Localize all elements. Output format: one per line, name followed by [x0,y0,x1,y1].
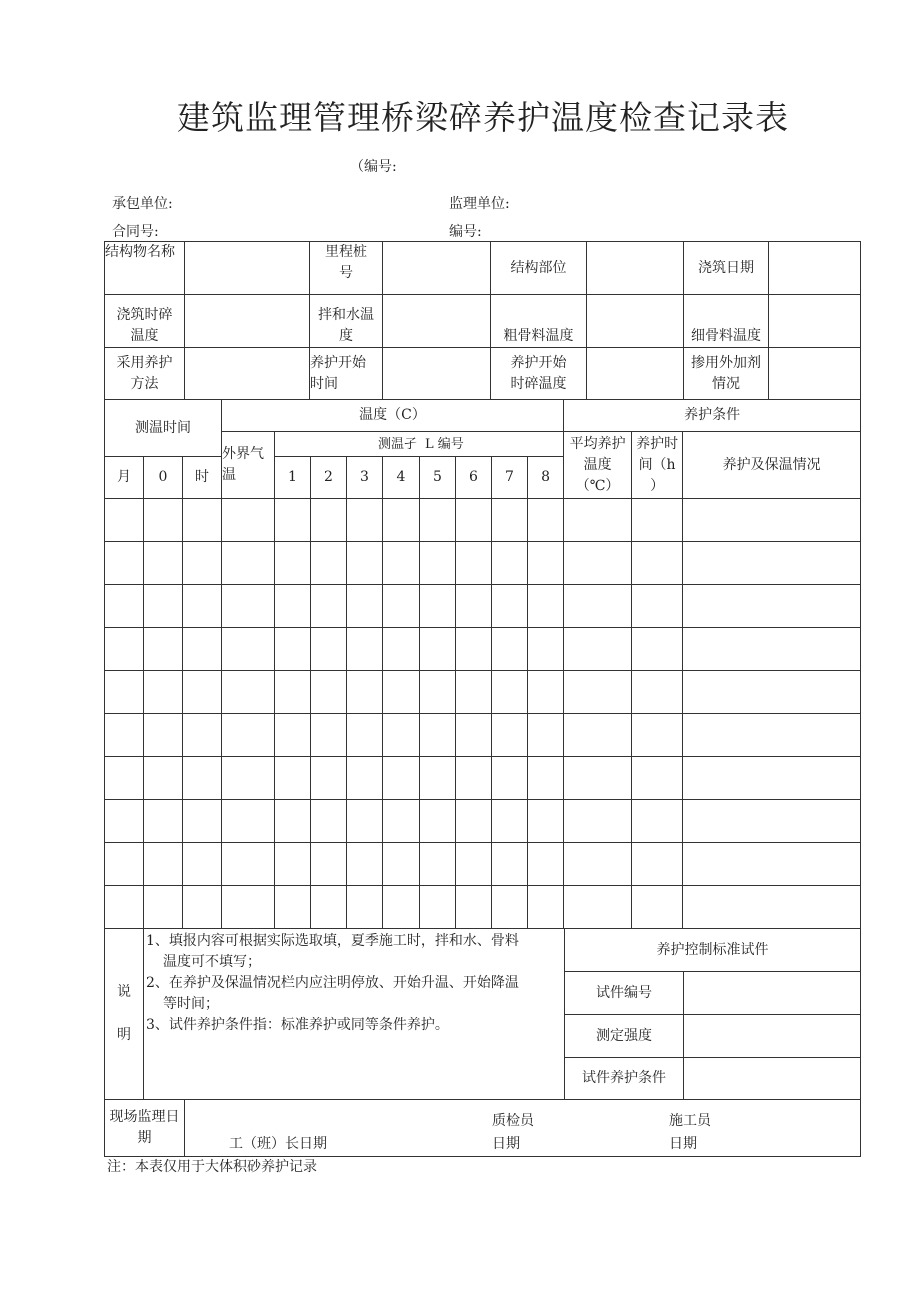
curing-method-field[interactable] [185,348,310,400]
table-cell[interactable] [311,757,347,800]
table-cell[interactable] [183,671,222,714]
table-cell[interactable] [347,585,383,628]
curing-start-time-label: 养护开始 时间 [310,348,383,400]
table-cell[interactable] [144,757,183,800]
qc-date-label: 日期 [492,1136,520,1152]
table-cell[interactable] [456,585,492,628]
table-cell[interactable] [564,542,632,585]
pour-date-field[interactable] [769,242,861,295]
admixture-field[interactable] [769,348,861,400]
table-cell[interactable] [383,585,420,628]
table-cell[interactable] [492,628,528,671]
table-cell[interactable] [492,542,528,585]
serial-label: （编号: [350,159,397,175]
notes-label: 说 明 [105,929,144,1100]
specimen-header: 养护控制标准试件 [565,929,861,972]
table-row [105,800,861,843]
table-cell[interactable] [632,757,683,800]
table-cell[interactable] [347,628,383,671]
table-cell[interactable] [683,542,861,585]
curing-insulation-header: 养护及保温情况 [683,432,861,499]
specimen-number-field[interactable] [684,972,861,1015]
table-cell[interactable] [183,499,222,542]
table-cell[interactable] [632,800,683,843]
probe-8-header: 8 [528,457,564,499]
table-cell[interactable] [275,542,311,585]
table-cell[interactable] [632,714,683,757]
table-cell[interactable] [564,714,632,757]
mix-water-temp-label: 拌和水温 度 [310,295,383,348]
table-cell[interactable] [683,843,861,886]
probe-1-header: 1 [275,457,311,499]
table-cell[interactable] [275,843,311,886]
temperature-header: 温度（C） [222,400,564,432]
table-cell[interactable] [456,499,492,542]
mileage-stake-field[interactable] [383,242,491,295]
table-cell[interactable] [105,542,144,585]
table-cell[interactable] [347,757,383,800]
table-cell[interactable] [383,628,420,671]
table-cell[interactable] [420,628,456,671]
curing-start-temp-field[interactable] [587,348,684,400]
table-row [105,671,861,714]
table-cell[interactable] [222,800,275,843]
table-cell[interactable] [144,499,183,542]
table-cell[interactable] [222,671,275,714]
table-cell[interactable] [420,585,456,628]
table-cell[interactable] [492,499,528,542]
table-cell[interactable] [632,628,683,671]
contractor-label: 承包单位: [112,196,173,212]
table-cell[interactable] [105,628,144,671]
fine-temp-label: 细骨料温度 [684,295,769,348]
table-cell[interactable] [311,499,347,542]
probe-2-header: 2 [311,457,347,499]
table-cell[interactable] [528,800,564,843]
table-cell[interactable] [183,800,222,843]
table-cell[interactable] [183,585,222,628]
table-cell[interactable] [275,585,311,628]
specimen-conditions-label: 试件养护条件 [565,1058,684,1100]
worker-title-label: 施工员 [669,1113,711,1129]
number-label: 编号: [449,224,482,240]
table-cell[interactable] [347,886,383,929]
probe-3-header: 3 [347,457,383,499]
admixture-label: 掺用外加剂 情况 [684,348,769,400]
table-cell[interactable] [144,714,183,757]
probe-label-left: 测温孑 [377,436,417,452]
page-title: 建筑监理管理桥梁碎养护温度检查记录表 [177,98,789,137]
table-cell[interactable] [144,671,183,714]
table-cell[interactable] [383,886,420,929]
supervisor-label: 监理单位: [449,196,510,212]
table-cell[interactable] [222,714,275,757]
table-cell[interactable] [492,671,528,714]
table-cell[interactable] [528,886,564,929]
table-cell[interactable] [144,843,183,886]
table-cell[interactable] [383,542,420,585]
structure-name-field[interactable] [185,242,310,295]
curing-start-temp-label: 养护开始 时碎温度 [491,348,587,400]
table-cell[interactable] [383,843,420,886]
table-cell[interactable] [683,757,861,800]
month-header: 月 [105,457,144,499]
table-cell[interactable] [275,628,311,671]
structure-part-field[interactable] [587,242,684,295]
mix-water-temp-field[interactable] [383,295,491,348]
table-cell[interactable] [222,628,275,671]
table-cell[interactable] [632,843,683,886]
table-row [105,843,861,886]
table-cell[interactable] [683,714,861,757]
table-cell[interactable] [564,886,632,929]
hour-header: 时 [183,457,222,499]
table-cell[interactable] [632,499,683,542]
note-item-1: 1、填报内容可根据实际选取填，夏季施工时，拌和水、骨料 温度可不填写； [146,933,519,970]
table-cell[interactable] [564,757,632,800]
table-cell[interactable] [222,843,275,886]
table-cell[interactable] [347,843,383,886]
table-cell[interactable] [564,628,632,671]
table-cell[interactable] [420,886,456,929]
table-cell[interactable] [632,542,683,585]
table-cell[interactable] [183,542,222,585]
table-cell[interactable] [311,843,347,886]
contract-no-label: 合同号: [112,224,159,240]
table-cell[interactable] [528,843,564,886]
signature-table [104,1099,861,1157]
table-cell[interactable] [683,585,861,628]
table-cell[interactable] [420,499,456,542]
table-cell[interactable] [347,714,383,757]
notes-content [144,929,565,1100]
table-cell[interactable] [683,499,861,542]
table-cell[interactable] [564,585,632,628]
specimen-number-label: 试件编号 [565,972,684,1015]
mileage-stake-label: 里程桩 号 [310,242,383,295]
table-cell[interactable] [632,671,683,714]
note-item-3: 3、试件养护条件指：标准养护或同等条件养护。 [146,1017,449,1033]
table-cell[interactable] [311,886,347,929]
table-cell[interactable] [183,843,222,886]
table-cell[interactable] [144,542,183,585]
table-cell[interactable] [222,585,275,628]
table-cell[interactable] [222,757,275,800]
probe-label-right: L 编号 [425,436,464,452]
table-cell[interactable] [311,800,347,843]
table-cell[interactable] [492,843,528,886]
table-cell[interactable] [144,886,183,929]
probe-6-header: 6 [456,457,492,499]
table-cell[interactable] [275,886,311,929]
table-cell[interactable] [311,542,347,585]
table-row [105,585,861,628]
table-cell[interactable] [383,757,420,800]
ambient-temp-header: 外界气 温 [222,432,275,499]
curing-method-label: 采用养护 方法 [105,348,185,400]
table-cell[interactable] [105,757,144,800]
table-cell[interactable] [528,542,564,585]
table-cell[interactable] [222,886,275,929]
table-cell[interactable] [564,800,632,843]
table-cell[interactable] [420,843,456,886]
pour-temp-field[interactable] [185,295,310,348]
table-cell[interactable] [183,757,222,800]
table-cell[interactable] [105,585,144,628]
probe-7-header: 7 [492,457,528,499]
table-cell[interactable] [564,499,632,542]
pour-temp-label: 浇筑时碎 温度 [105,295,185,348]
table-cell[interactable] [383,800,420,843]
avg-temp-header: 平均养护 温度 （℃） [564,432,632,499]
table-row [105,542,861,585]
worker-date-label: 日期 [669,1136,697,1152]
table-cell[interactable] [144,628,183,671]
site-supervisor-label: 现场监理日 期 [105,1100,185,1157]
footnote: 注：本表仅用于大体积砂养护记录 [107,1159,317,1175]
table-cell[interactable] [222,499,275,542]
table-cell[interactable] [492,757,528,800]
table-cell[interactable] [456,671,492,714]
table-cell[interactable] [383,714,420,757]
table-cell[interactable] [383,499,420,542]
table-cell[interactable] [105,800,144,843]
table-cell[interactable] [420,542,456,585]
table-cell[interactable] [456,757,492,800]
table-cell[interactable] [105,843,144,886]
table-cell[interactable] [456,800,492,843]
table-cell[interactable] [420,671,456,714]
table-cell[interactable] [528,671,564,714]
table-cell[interactable] [347,542,383,585]
table-cell[interactable] [456,628,492,671]
table-cell[interactable] [105,499,144,542]
table-cell[interactable] [683,671,861,714]
table-cell[interactable] [528,757,564,800]
curing-time-header: 养护时 间（h ） [632,432,683,499]
table-cell[interactable] [311,585,347,628]
fine-temp-field[interactable] [769,295,861,348]
specimen-strength-label: 测定强度 [565,1015,684,1058]
table-cell[interactable] [183,628,222,671]
table-row [105,714,861,757]
notes-table [104,928,861,1100]
table-row [105,886,861,929]
table-cell[interactable] [564,843,632,886]
table-row [105,757,861,800]
coarse-temp-field[interactable] [587,295,684,348]
table-cell[interactable] [456,542,492,585]
specimen-strength-field[interactable] [684,1015,861,1058]
table-cell[interactable] [456,714,492,757]
table-cell[interactable] [683,628,861,671]
table-cell[interactable] [492,800,528,843]
table-cell[interactable] [420,800,456,843]
table-cell[interactable] [105,886,144,929]
table-cell[interactable] [456,843,492,886]
curing-start-time-field[interactable] [383,348,491,400]
table-cell[interactable] [275,714,311,757]
table-cell[interactable] [183,886,222,929]
table-cell[interactable] [183,714,222,757]
structure-part-label: 结构部位 [491,242,587,295]
table-cell[interactable] [347,800,383,843]
table-cell[interactable] [383,671,420,714]
table-cell[interactable] [492,585,528,628]
table-cell[interactable] [275,499,311,542]
table-cell[interactable] [528,585,564,628]
coarse-temp-label: 粗骨料温度 [491,295,587,348]
measure-time-header: 测温时间 [105,400,222,457]
table-cell[interactable] [311,714,347,757]
table-cell[interactable] [222,542,275,585]
table-cell[interactable] [311,671,347,714]
table-row [105,499,861,542]
specimen-conditions-field[interactable] [684,1058,861,1100]
curing-conditions-header: 养护条件 [564,400,861,432]
qc-title-label: 质检员 [492,1113,534,1129]
day-header: 0 [144,457,183,499]
note-item-2: 2、在养护及保温情况栏内应注明停放、开始升温、开始降温 等时间； [146,975,519,1012]
table-cell[interactable] [275,800,311,843]
table-cell[interactable] [420,714,456,757]
table-cell[interactable] [144,585,183,628]
table-cell[interactable] [564,671,632,714]
signature-area[interactable] [185,1100,861,1157]
table-cell[interactable] [492,886,528,929]
table-cell[interactable] [683,886,861,929]
table-cell[interactable] [492,714,528,757]
table-row [105,628,861,671]
table-cell[interactable] [528,628,564,671]
table-cell[interactable] [347,671,383,714]
probe-4-header: 4 [383,457,420,499]
table-cell[interactable] [528,499,564,542]
table-cell[interactable] [275,671,311,714]
table-cell[interactable] [632,585,683,628]
probe-number-header [275,432,564,457]
table-cell[interactable] [105,671,144,714]
table-cell[interactable] [311,628,347,671]
probe-5-header: 5 [420,457,456,499]
table-cell[interactable] [105,714,144,757]
table-cell[interactable] [420,757,456,800]
pour-date-label: 浇筑日期 [684,242,769,295]
table-cell[interactable] [275,757,311,800]
table-cell[interactable] [632,886,683,929]
table-cell[interactable] [347,499,383,542]
info-table [104,241,861,400]
table-cell[interactable] [528,714,564,757]
table-cell[interactable] [683,800,861,843]
table-cell[interactable] [456,886,492,929]
measurement-table [104,399,861,929]
foreman-date-label: 工（班）长日期 [229,1136,327,1152]
structure-name-label: 结构物名称 [105,242,185,295]
table-cell[interactable] [144,800,183,843]
